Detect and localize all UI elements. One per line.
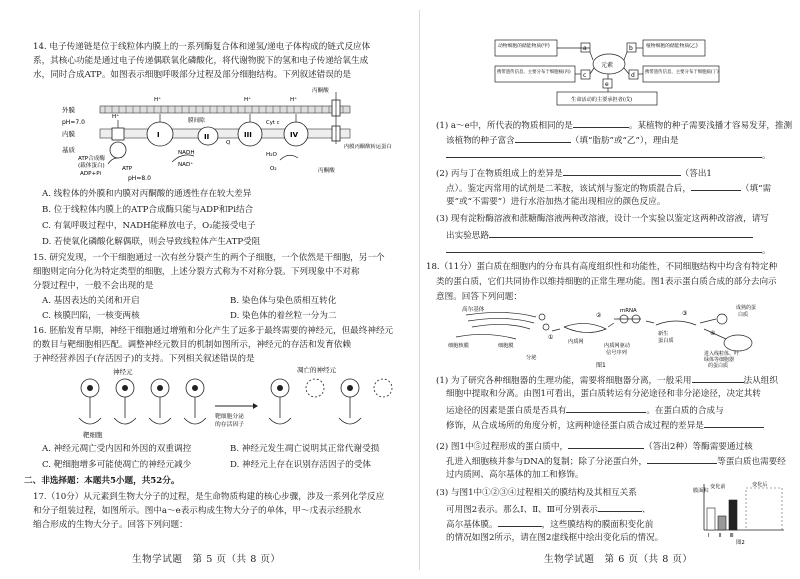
nascent-protein	[656, 321, 696, 325]
target-left-3	[149, 418, 171, 424]
q17-1-blank-3[interactable]	[446, 149, 762, 158]
neuron-apoptosis-figure	[65, 366, 395, 438]
q17-3-blank-1[interactable]	[489, 229, 753, 238]
right-page-footer: 生物学试题 第 6 页（共 8 页）	[544, 554, 693, 565]
q18-3-line-4: 的情况如图2所示，请在图2虚线框中绘出变化后的情况。	[446, 533, 664, 543]
q17-2-line-1	[436, 167, 712, 180]
cell-membrane	[456, 334, 516, 339]
text-d: d	[631, 72, 635, 79]
golgi-stack	[466, 312, 536, 329]
q18-2-blank-2[interactable]	[647, 455, 717, 464]
label-pyruvate-bottom: 丙酮酸	[318, 168, 335, 174]
text-a: a	[583, 45, 587, 52]
label-secretion: 分泌	[526, 355, 537, 361]
label-nuclear-membrane: 细胞核膜	[448, 343, 469, 349]
mitochondria-membrane-figure	[60, 84, 400, 184]
q14-line-1: 14. 电子传递链是位于线粒体内膜上的一系列酶复合体和递氢/递电子体构成的链式反应体	[33, 42, 371, 52]
label-inner-carrier: 内膜丙酮酸转运蛋白	[344, 144, 392, 150]
q18-2-text-b: （答出2种）等酶需要通过核	[644, 442, 753, 452]
label-cell-membrane: 细胞膜	[498, 343, 514, 349]
q14-option-a[interactable]: A. 线粒体的外膜和内膜对丙酮酸的通透性存在较大差异	[42, 189, 252, 199]
label-step-3: ③	[682, 310, 688, 317]
label-mature-protein-2: 白质	[738, 312, 749, 318]
er-structure	[564, 323, 606, 332]
label-inner-membrane: 内膜	[62, 130, 75, 138]
label-survival-factor-2: 的存活因子	[215, 422, 244, 428]
label-hplus-3: H⁺	[244, 97, 252, 103]
label-neuron: 神经元	[113, 368, 133, 376]
q18-1-blank-3[interactable]	[704, 419, 764, 428]
neuron-right-dead-2	[374, 379, 392, 397]
text-b: b	[629, 45, 633, 52]
q18-3-text-a: 可用图2表示。那么Ⅰ、Ⅱ、Ⅲ可分别表示	[446, 505, 598, 515]
figure-1-caption: 图1	[596, 362, 606, 369]
fig2-y-label: 膜面积	[693, 488, 709, 494]
q17-3-text-b: 。	[762, 246, 771, 256]
section-2-heading: 二、非选择题：本题共5小题，共52分。	[24, 476, 180, 486]
fig2-bar-3	[729, 500, 737, 530]
golgi-vesicle-2	[543, 324, 549, 330]
q18-1-blank-1[interactable]	[692, 374, 744, 383]
arrow-4	[700, 319, 716, 323]
label-mito-3: 的蛋白质	[708, 363, 729, 369]
label-complex-2: II	[204, 133, 210, 141]
text-plant-storage: 植物细胞的储能物质(乙)	[646, 44, 698, 49]
label-step-4: ④	[710, 330, 716, 337]
arrow-o2	[280, 155, 298, 160]
text-protein: 生命活动的主要承担者(戊)	[571, 97, 633, 103]
q17-2-text-d: （填“需	[740, 184, 772, 194]
q17-2-text-a: (2) 丙与丁在物质组成上的差异是	[436, 169, 563, 179]
atp-synthase-head	[110, 142, 126, 158]
transition-arrow-head	[253, 403, 258, 409]
label-new-protein-2: 蛋白质	[658, 338, 674, 344]
label-target-cell: 靶细胞	[83, 431, 103, 438]
label-cyt-c: Cyt c	[266, 120, 280, 126]
label-atp-synthase-2: (载体蛋白)	[78, 163, 105, 169]
q18-3-blank-2[interactable]	[498, 518, 542, 527]
complex-1	[147, 122, 173, 146]
mature-protein	[717, 314, 727, 324]
q17-2-line-2	[446, 182, 771, 195]
q17-2-line-3: 要”或“不需要”）进行水浴加热才能出现相应的颜色反应。	[446, 197, 666, 207]
fig2-after-box[interactable]	[746, 488, 782, 530]
label-dead-neuron: 凋亡的神经元	[297, 366, 336, 374]
label-mito: 进入线粒体、叶	[704, 351, 740, 357]
q15-line-1: 15. 研究发现，一个干细胞通过一次有丝分裂产生的两个子细胞，一个依然是干细胞，另一个	[33, 253, 385, 263]
label-complex-4: IV	[290, 131, 299, 139]
q17-1-text-d: （填“脂肪”或“乙”），理由是	[570, 136, 679, 146]
label-new-protein: 新生	[658, 331, 669, 337]
text-elements: 元素	[601, 62, 614, 69]
q18-3-text-b: 、	[641, 505, 651, 515]
q18-3-line-1: (3) 与图1中①②③④过程相关的膜结构及其相互关系	[436, 488, 637, 498]
text-dna: 携带遗传信息，主要分布于细胞核(丙)	[497, 70, 571, 75]
q15-line-3: 分裂过程中，一般不会出现的是	[33, 281, 154, 291]
q18-2-blank-1[interactable]	[568, 440, 644, 449]
q17-3-line-1: (3) 现有淀粉酶溶液和蔗糖酶溶液两种改溶液，设计一个实验以鉴定这两种改溶液，请写	[436, 214, 769, 224]
q18-3-line-3	[446, 518, 653, 531]
q17-line-3: 缩合形成的生物大分子。回答下列问题：	[33, 520, 188, 530]
q18-1-line-4	[446, 419, 764, 432]
q17-3-text-a: 出实验思路	[446, 231, 489, 241]
q18-2-text-a: (2) 图1中⑤过程形成的蛋白质中，	[436, 442, 569, 452]
label-survival-factor-1: 靶细胞分泌	[215, 414, 244, 420]
arrow-adp	[108, 158, 118, 164]
target-right-1	[269, 418, 291, 424]
target-left-4	[184, 418, 206, 424]
q15-option-a[interactable]: A. 基因表达的关闭和开启	[42, 296, 140, 306]
q17-1-line-3	[446, 149, 771, 162]
q17-1-blank-2[interactable]	[515, 134, 571, 143]
arrow-1	[552, 329, 560, 331]
q17-2-blank-1[interactable]	[563, 167, 681, 176]
q18-1-line-2: 细胞中提取和分离。由图1可看出，蛋白质转运有分泌途径和非分泌途径，决定其转	[446, 389, 761, 399]
q15-option-c[interactable]: C. 核膜凹陷，一核变两核	[42, 311, 140, 321]
q18-2-text-c: 孔进入细胞核并参与DNA的复制；除了分泌蛋白外，	[446, 457, 648, 467]
q18-1-blank-2[interactable]	[566, 404, 646, 413]
protein-sorting-figure	[446, 303, 786, 369]
label-atp-synthase: ATP合成酶	[78, 156, 105, 162]
q17-3-line-2	[446, 229, 753, 242]
q18-line-2: 类的蛋白质，它们共同协作以维持细胞的正常生理功能。图1表示蛋白质合成的部分去向示	[436, 277, 777, 287]
page-6	[420, 0, 800, 579]
q18-3-text-c: 高尔基体膜。	[446, 520, 498, 530]
label-matrix: 基质	[62, 146, 75, 154]
q14-line-3: 水，同时合成ATP。如图表示细胞呼吸部分过程及部分细胞结构。下列叙述错误的是	[33, 70, 352, 80]
label-o2: O₂	[270, 166, 277, 172]
target-left-1	[79, 418, 101, 424]
q17-line-1: 17.（10分）从元素到生物大分子的过程，是生命物质构建的核心步骤，涉及一系列化学反应	[33, 492, 385, 502]
q16-line-2: 的数目与靶细胞相匹配。调整神经元数目的机制如图所示，神经元的存活和发育依赖	[33, 340, 351, 350]
q16-option-d[interactable]: D. 神经元上存在识别存活因子的受体	[230, 460, 371, 470]
q17-2-blank-2[interactable]	[691, 182, 741, 191]
label-er: 内质网	[568, 339, 584, 345]
fig2-caption: 图2	[736, 540, 745, 546]
label-atp: ATP	[122, 166, 133, 172]
text-e: e	[605, 81, 609, 88]
q18-1-text-c: 运途径的因素是蛋白质是否具有	[446, 406, 567, 416]
atp-synthase-stalk	[112, 128, 124, 140]
q16-option-b[interactable]: B. 神经元发生凋亡说明其正常代谢受损	[230, 444, 380, 454]
q18-2-text-d: 等蛋白质也需要经	[717, 457, 786, 467]
label-mrna: mRNA	[620, 308, 637, 314]
organelle	[724, 335, 752, 351]
q18-1-text-b: 法从组织	[743, 376, 778, 386]
arrow-3	[646, 321, 654, 323]
label-complex-3: III	[244, 131, 252, 139]
label-signal-2: 信号序列	[606, 350, 627, 356]
fig2-after-label: 变化后	[752, 482, 768, 488]
label-golgi: 高尔基体	[462, 307, 485, 313]
q14-option-c[interactable]: C. 有氧呼吸过程中，NADH能释放电子，O₂能接受电子	[42, 221, 256, 231]
label-ph70: pH=7.0	[62, 119, 85, 126]
fig2-bar-1	[707, 508, 715, 530]
label-h2o: H₂O	[266, 152, 277, 158]
fig2-bar-2	[718, 516, 726, 530]
target-left-2	[114, 418, 136, 424]
label-hplus-back: H⁺	[112, 114, 120, 120]
text-rna: 携带遗传信息，主要分布于细胞质(丁)	[645, 70, 719, 75]
q14-option-b[interactable]: B. 位于线粒体内膜上的ATP合成酶只能与ADP和Pi结合	[42, 205, 254, 215]
q16-option-a[interactable]: A. 神经元凋亡受内因和外因的双重调控	[42, 444, 192, 454]
q17-3-blank-2[interactable]	[446, 244, 762, 253]
q15-option-d[interactable]: D. 染色体的着丝粒一分为二	[230, 311, 337, 321]
q18-3-blank-1[interactable]	[598, 503, 642, 512]
label-outer-membrane: 外膜	[62, 106, 75, 114]
q18-2-line-2	[446, 455, 786, 468]
q18-line-3: 意图。回答下列问题：	[436, 292, 522, 302]
outer-membrane	[100, 106, 350, 113]
biomolecule-diagram	[493, 38, 723, 108]
q17-3-line-3	[446, 244, 771, 257]
label-mature-protein: 成熟的蛋	[736, 305, 757, 311]
membrane-area-chart	[692, 480, 788, 546]
text-c: c	[583, 72, 587, 79]
q14-line-2: 系，其核心功能是通过电子传递偶联氧化磷酸化，将代谢物脱下的氢和电子传递给氧生成	[33, 56, 369, 66]
fig2-before-label: 变化前	[710, 484, 726, 490]
label-mito-2: 绿体等细胞器	[704, 357, 735, 363]
q16-line-3: 于神经营养因子(存活因子)的支持。下列相关叙述错误的是	[33, 354, 255, 364]
q18-2-line-3: 过内质网、高尔基体的加工和修饰。	[446, 470, 584, 480]
q17-1-text-e: 。	[762, 151, 771, 161]
q17-1-text-a: (1) a～e中，所代表的物质相同的是	[436, 121, 573, 131]
q17-2-text-b: （答出1	[680, 169, 712, 179]
inner-membrane	[100, 129, 350, 138]
fig2-x-tick-2: Ⅱ	[719, 533, 722, 539]
left-page-footer: 生物学试题 第 5 页（共 8 页）	[132, 554, 281, 565]
label-nadh: NADH	[178, 150, 195, 156]
label-complex-1: I	[157, 131, 160, 139]
target-right-2	[339, 418, 361, 424]
q17-1-line-2	[446, 134, 679, 147]
fig2-x-tick-1: Ⅰ	[708, 533, 710, 539]
label-pyruvate-top: 丙酮酸	[312, 88, 329, 94]
neuron-right-dead	[306, 379, 324, 397]
q18-2-line-1	[436, 440, 753, 453]
q17-1-line-1	[436, 119, 792, 132]
label-adp-pi: ADP+Pi	[80, 171, 101, 177]
label-ubiquinone: Q	[226, 140, 231, 146]
q17-2-text-c: 点）。鉴定丙常用的试剂是二苯胺，该试剂与鉴定的物质混合后，	[446, 184, 691, 194]
label-hplus-1: H⁺	[154, 97, 162, 103]
label-step-1: ①	[548, 334, 554, 341]
text-animal-storage: 动物细胞的储能物质(甲)	[498, 44, 550, 49]
q17-1-text-b: 。某植物的种子需要浅播才容易发芽，推测	[628, 121, 793, 131]
q16-line-1: 16. 胚胎发育早期，神经干细胞通过增殖和分化产生了远多于最终需要的神经元，但最终神经元	[33, 326, 394, 336]
q17-line-2: 和分子组装过程，如图所示。图中a～e表示构成生物大分子的单体，甲～戊表示经脱水	[33, 506, 362, 516]
q18-1-text-d: 。在蛋白质的合成与	[646, 406, 724, 416]
q18-3-line-2	[446, 503, 651, 516]
label-hplus-4: H⁺	[290, 97, 298, 103]
label-intermembrane-space: 膜间隙	[188, 118, 205, 124]
label-signal: 内质网驱动	[604, 343, 630, 349]
q18-1-line-1	[436, 374, 778, 387]
label-step-2: ②	[596, 312, 602, 319]
label-nad: NAD⁺	[178, 162, 194, 168]
label-ph80: pH=8.0	[128, 175, 151, 182]
arrow-2	[608, 323, 614, 327]
q16-option-c[interactable]: C. 靶细胞增多可能使凋亡的神经元减少	[42, 460, 192, 470]
q18-1-text-e: 修饰，从合成场所的角度分析，这两种途径蛋白质合成过程的差异是	[446, 421, 704, 431]
q17-1-text-c: 该植物的种子富含	[446, 136, 515, 146]
q18-line-1: 18.（11分）蛋白质在细胞内的分布具有高度组织性和功能性，不同细胞结构中均含有特定种	[426, 262, 778, 272]
q15-line-2: 细胞则定向分化为特定类型的细胞，上述分裂方式称为不对称分裂。下列现象中不对称	[33, 267, 360, 277]
q18-1-text-a: (1) 为了研究各种细胞器的生理功能，需要将细胞器分离，一般采用	[436, 376, 692, 386]
golgi-vesicle-1	[539, 314, 545, 320]
q17-1-blank-1[interactable]	[573, 119, 629, 128]
fig2-x-tick-3: Ⅲ	[730, 533, 734, 539]
q18-1-line-3	[446, 404, 724, 417]
q18-3-text-d: ，这些膜结构的膜面积变化前	[541, 520, 654, 530]
q15-option-b[interactable]: B. 染色体与染色质相互转化	[230, 296, 337, 306]
q14-option-d[interactable]: D. 若使氧化磷酸化解偶联，则会导致线粒体产生ATP受阻	[42, 237, 261, 247]
